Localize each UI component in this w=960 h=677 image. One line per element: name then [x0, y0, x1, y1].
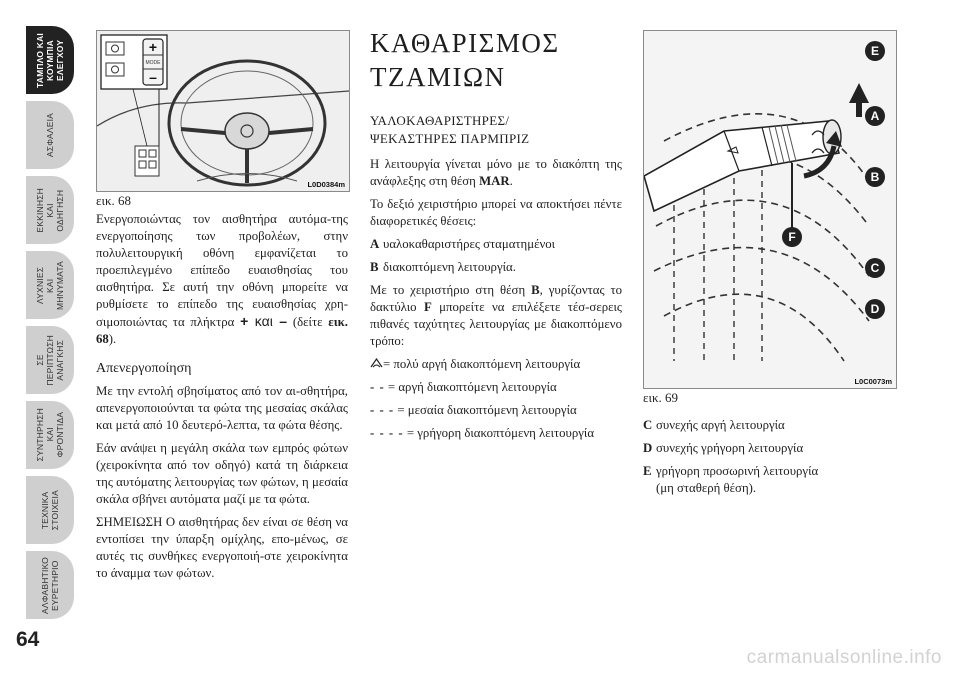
- marker-a-label: A: [870, 109, 880, 123]
- paragraph-note: ΣΗΜΕΙΩΣΗ Ο αισθητήρας δεν είναι σε θέση να εντοπίσει την ύπαρξη ομίχλης, επο-μένως, σε αυτές τις συνθήκες ενεργοποιή-στε χειροκίνητα το άναμμα των φώτων.: [96, 515, 348, 580]
- marker-b-label: B: [870, 170, 880, 184]
- tab-dashboard-controls[interactable]: [26, 26, 74, 94]
- subheading-deactivation: Απενεργοποίηση: [96, 361, 192, 376]
- speed-mode-symbol: - - - -: [370, 426, 404, 440]
- minus-key-label: –: [149, 69, 157, 85]
- minus-key-ref: –: [279, 313, 288, 329]
- text: μπορείτε να επιλέξετε τέσ-σερεις πιθανές ταχύτητες λειτουργίας με διακοπτόμενο τρόπο:: [370, 300, 622, 348]
- figure-68: [96, 30, 350, 192]
- speed-mode-text: = αργή διακοπτόμενη λειτουργία: [384, 380, 557, 394]
- paragraph-deactivation: Με την εντολή σβησίματος από τον αι-σθητήρα, απενεργοποιούνται τα φώτα της μεσαίας σκάλας και μετά από 10 δευτερό-λεπτα, τα φώτα θέσης.: [96, 384, 348, 432]
- section-heading: ΥΑΛΟΚΑΘΑΡΙΣΤΗΡΕΣ/ ΨΕΚΑΣΤΗΡΕΣ ΠΑΡΜΠΡΙΖ: [370, 113, 530, 146]
- text-column-3: [643, 417, 895, 503]
- figure-code: L0C0073m: [854, 377, 892, 386]
- marker-e-label: E: [870, 44, 880, 58]
- tab-safety[interactable]: [26, 101, 74, 169]
- definition-key: D: [643, 441, 653, 455]
- wiper-symbol-icon: [370, 358, 383, 369]
- speed-mode-3: [370, 402, 622, 419]
- definition-d: [643, 440, 895, 457]
- definition-e: [643, 463, 895, 497]
- text: και: [248, 313, 280, 329]
- definition-key: B: [370, 260, 379, 274]
- figure-68-caption: εικ. 68: [96, 193, 132, 208]
- definition-a: [370, 236, 622, 253]
- tab-maintenance[interactable]: [26, 401, 74, 469]
- marker-d-label: D: [870, 302, 880, 316]
- tab-label: ΣΕ ΠΕΡΙΠΤΩΣΗ ΑΝΑΓΚΗΣ: [35, 334, 65, 386]
- paragraph-ignition: [370, 156, 622, 190]
- page-number: 64: [16, 628, 40, 651]
- tab-label: ΑΛΦΑΒΗΤΙΚΟ ΕΥΡΕΤΗΡΙΟ: [40, 556, 60, 614]
- text: Η λειτουργία γίνεται μόνο με το διακόπτη της ανάφλεξης στη θέση: [370, 157, 622, 188]
- figure-code: L0D0384m: [307, 180, 345, 189]
- definition-value: διακοπτόμενη λειτουργία.: [383, 260, 516, 274]
- speed-mode-text: = μεσαία διακοπτόμενη λειτουργία: [394, 403, 577, 417]
- speed-mode-2: [370, 379, 622, 396]
- text: (δείτε: [287, 315, 329, 329]
- ignition-position: MAR: [479, 174, 510, 188]
- definition-key: E: [643, 464, 652, 478]
- position-ref: B: [531, 283, 540, 297]
- tab-label: ΛΥΧΝΙΕΣ ΚΑΙ ΜΗΝΥΜΑΤΑ: [35, 260, 65, 310]
- tab-technical-data[interactable]: [26, 476, 74, 544]
- paragraph-positions: Το δεξιό χειριστήριο μπορεί να αποκτήσει πέντε διαφορετικές θέσεις:: [370, 197, 622, 228]
- watermark: carmanualsonline.info: [746, 647, 942, 668]
- definition-value: συνεχής γρήγορη λειτουργία: [656, 441, 804, 455]
- wiper-stalk-illustration: [644, 31, 896, 388]
- marker-c-label: C: [870, 261, 880, 275]
- ring-ref: F: [423, 300, 432, 314]
- speed-mode-4: [370, 425, 622, 442]
- speed-mode-text: = γρήγορη διακοπτόμενη λειτουργία: [403, 426, 595, 440]
- text: Με το χειριστήριο στη θέση: [370, 283, 532, 297]
- text: Ενεργοποιώντας τον αισθητήρα αυτόμα-της ενεργοποίησης των προβολέων, στην πολυλειτουργική οθόνη εμφανίζεται το προεπιλεγμένο επίπεδο ευαισθησίας του αισθητήρα. Σε αυτή την οθόνη μπορείτε να ρυθμίσετε το επίπεδο της ευαισθησίας χρη-σιμοποιώντας τα πλήκτρα: [96, 212, 348, 329]
- speed-mode-symbol: - -: [370, 380, 385, 394]
- speed-mode-symbol: - - -: [370, 403, 395, 417]
- marker-f-label: F: [788, 230, 796, 244]
- text: , γυρίζοντας το δακτύλιο: [370, 283, 622, 314]
- plus-key-ref: +: [240, 313, 249, 329]
- definition-key: C: [643, 418, 653, 432]
- paragraph-sensor-sensitivity: [96, 211, 348, 348]
- tab-label: ΕΚΚΙΝΗΣΗ ΚΑΙ ΟΔΗΓΗΣΗ: [35, 187, 65, 233]
- tab-label: ΤΑΜΠΛΟ ΚΑΙ ΚΟΥΜΠΙΑ ΕΛΕΓΧΟΥ: [35, 32, 65, 88]
- text: ).: [108, 332, 117, 346]
- definition-value: συνεχής αργή λειτουργία: [656, 418, 785, 432]
- figure-ref: εικ. 68: [96, 315, 348, 346]
- paragraph-ring-f: [370, 282, 622, 350]
- tab-label: ΣΥΝΤΗΡΗΣΗ ΚΑΙ ΦΡΟΝΤΙΔΑ: [35, 408, 65, 462]
- speed-mode-1: [370, 356, 622, 373]
- figure-69: [643, 30, 897, 389]
- dashboard-illustration: [97, 31, 349, 191]
- definition-value: γρήγορη προσωρινή λειτουργία (μη σταθερή θέση).: [656, 464, 819, 495]
- tab-label: ΤΕΧΝΙΚΑ ΣΤΟΙΧΕΙΑ: [40, 489, 60, 531]
- paragraph-high-beam: Εάν ανάψει η μεγάλη σκάλα των εμπρός φώτων (χειροκίνητα από τον οδηγό) κατά τη διάρκεια της αυτόματης λειτουργίας των φώτων, η μεσαία σκάλα σβήνει αυτόματα μαζί με τα φώτα.: [96, 441, 348, 506]
- text-column-2: [370, 26, 622, 448]
- tab-lights-messages[interactable]: [26, 251, 74, 319]
- mode-key-label: MODE: [145, 60, 161, 66]
- definition-c: [643, 417, 895, 434]
- tab-emergency[interactable]: [26, 326, 74, 394]
- definition-value: υαλοκαθαριστήρες σταματημένοι: [383, 237, 556, 251]
- text: .: [509, 174, 513, 188]
- speed-mode-text: = πολύ αργή διακοπτόμενη λειτουργία: [383, 357, 581, 371]
- definition-b: [370, 259, 622, 276]
- definition-key: A: [370, 237, 380, 251]
- tab-starting-driving[interactable]: [26, 176, 74, 244]
- tab-label: ΑΣΦΑΛΕΙΑ: [45, 112, 55, 158]
- section-tabs: [0, 0, 74, 677]
- plus-key-label: +: [148, 39, 158, 55]
- text-column-1: [96, 211, 348, 588]
- figure-69-caption: εικ. 69: [643, 390, 679, 405]
- tab-index[interactable]: [26, 551, 74, 619]
- page-title: ΚΑΘΑΡΙΣΜΟΣ ΤΖΑΜΙΩΝ: [370, 28, 560, 92]
